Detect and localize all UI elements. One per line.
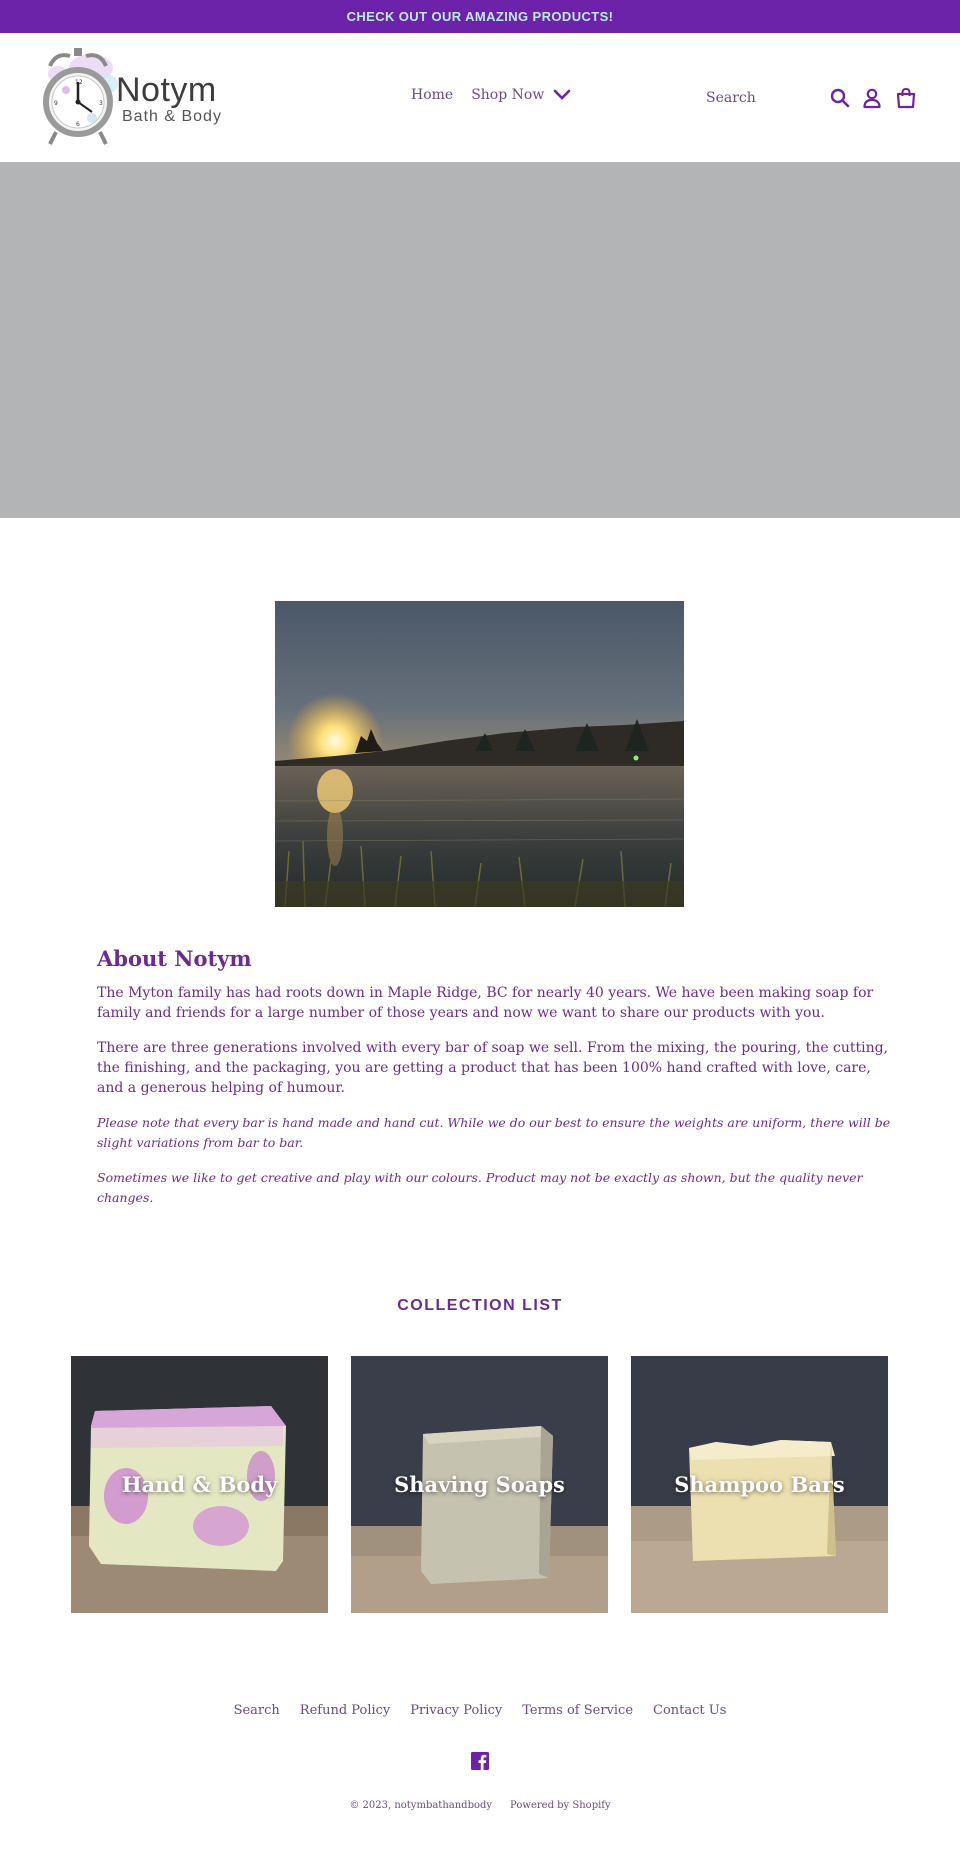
copyright-bar xyxy=(0,1800,960,1811)
nav-shop-now-link[interactable] xyxy=(471,87,571,103)
svg-text:12: 12 xyxy=(75,79,83,86)
powered-by-link[interactable]: Powered by Shopify xyxy=(510,1800,611,1811)
logo-wordmark[interactable] xyxy=(116,73,222,127)
collection-tile-hand-body[interactable] xyxy=(71,1356,328,1613)
footer-link-refund-policy[interactable]: Refund Policy xyxy=(299,1703,391,1718)
brand-name: Notym xyxy=(116,71,217,109)
facebook-icon[interactable] xyxy=(471,1752,489,1770)
collection-tile-label: Shaving Soaps xyxy=(394,1472,565,1497)
about-paragraph-2: There are three generations involved with every bar of soap we sell. From the mixing, the pouring, the cutting, the finishing, and the packaging, you are getting a product that has been 100% hand crafted with love, care, and a generous helping of humour. xyxy=(97,1040,889,1096)
collection-tile-shaving-soaps[interactable] xyxy=(351,1356,608,1613)
account-icon[interactable] xyxy=(861,87,883,109)
main-nav xyxy=(411,87,571,103)
svg-text:9: 9 xyxy=(54,100,58,107)
search-input[interactable] xyxy=(706,85,816,111)
svg-text:3: 3 xyxy=(99,100,103,107)
footer-link-privacy-policy[interactable]: Privacy Policy xyxy=(410,1703,503,1718)
sunset-lake-image xyxy=(275,601,684,907)
collection-tile-shampoo-bars[interactable] xyxy=(631,1356,888,1613)
about-note-2: Sometimes we like to get creative and play with our colours. Product may not be exactly as shown, but the quality never changes. xyxy=(97,1170,863,1205)
collection-tile-label: Shampoo Bars xyxy=(674,1472,845,1497)
nav-home-link[interactable]: Home xyxy=(411,87,454,103)
copyright-text[interactable]: © 2023, notymbathandbody xyxy=(349,1800,493,1811)
about-section xyxy=(97,946,897,1223)
search-icon[interactable] xyxy=(829,87,851,109)
about-paragraph-1: The Myton family has had roots down in Maple Ridge, BC for nearly 40 years. We have been making soap for family and friends for a large number of those years and now we want to share our products with you. xyxy=(97,985,874,1021)
footer-link-contact-us[interactable]: Contact Us xyxy=(653,1703,727,1718)
collection-list-title: COLLECTION LIST xyxy=(397,1297,563,1314)
nav-shop-now-label: Shop Now xyxy=(471,87,545,103)
collection-tile-label: Hand & Body xyxy=(121,1472,278,1497)
brand-tagline: Bath & Body xyxy=(122,108,222,125)
site-header xyxy=(0,33,960,162)
announcement-text[interactable]: CHECK OUT OUR AMAZING PRODUCTS! xyxy=(346,9,614,24)
svg-text:6: 6 xyxy=(76,121,80,128)
about-note-1: Please note that every bar is hand made and hand cut. While we do our best to ensure the weights are uniform, there will be slight variations from bar to bar. xyxy=(97,1115,891,1150)
cart-icon[interactable] xyxy=(895,87,917,109)
footer-link-terms-of-service[interactable]: Terms of Service xyxy=(522,1703,634,1718)
footer-links xyxy=(0,1703,960,1718)
hero-banner xyxy=(0,162,960,518)
footer-link-search[interactable]: Search xyxy=(233,1703,280,1718)
announcement-bar[interactable] xyxy=(0,0,960,33)
clock-logo-icon xyxy=(36,44,126,152)
about-title: About Notym xyxy=(97,946,252,971)
chevron-down-icon xyxy=(553,89,571,101)
